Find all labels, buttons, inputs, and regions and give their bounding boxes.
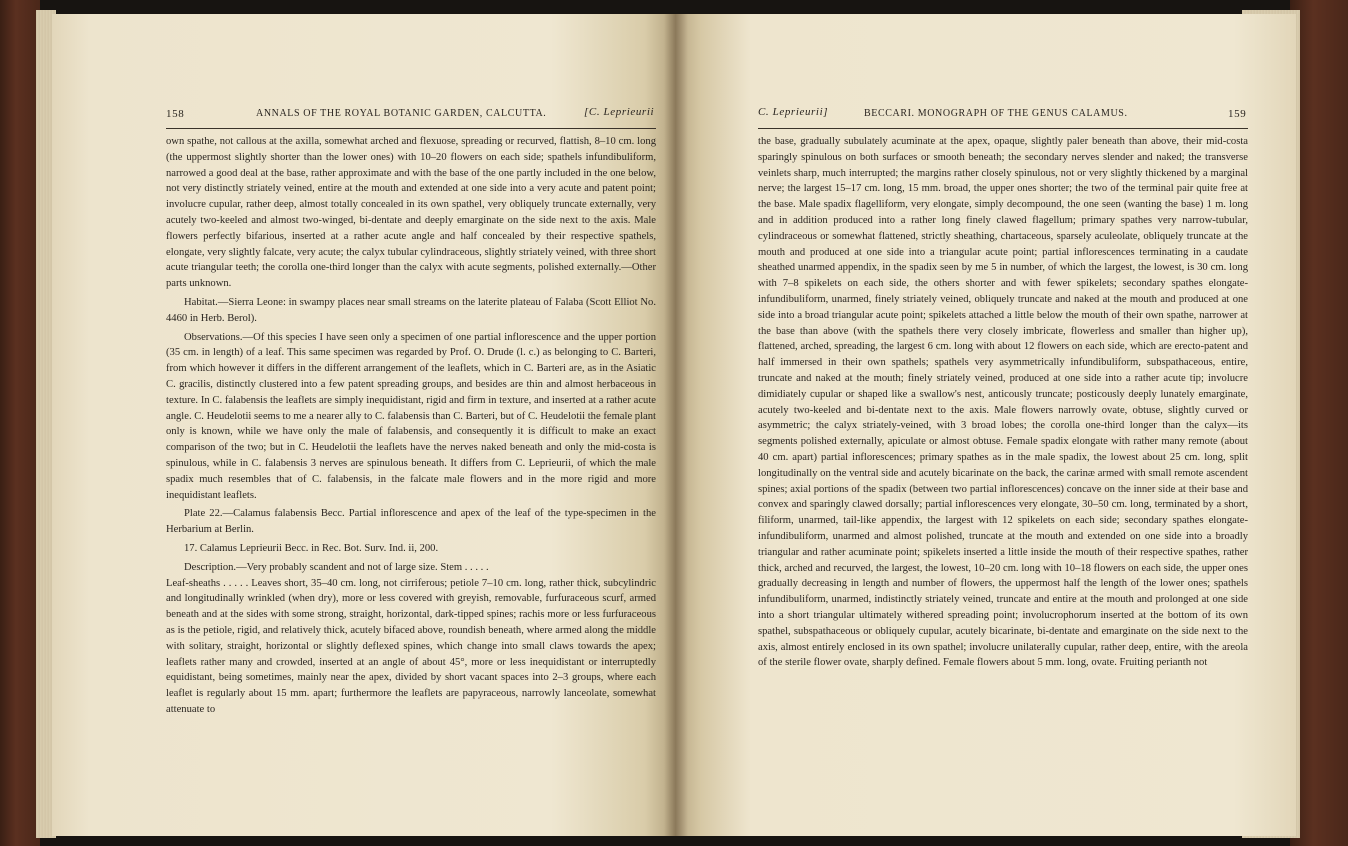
right-running-head: BECCARI. MONOGRAPH OF THE GENUS CALAMUS. [864,108,1128,119]
left-header-rule [166,128,656,129]
right-body-text [758,134,1248,671]
right-header-rule [758,128,1248,129]
left-paragraph-habitat: Habitat.—Sierra Leone: in swampy places near small streams on the laterite plateau of Falaba (Scott Elliot No. 4460 in Herb. Berol). [166,296,656,324]
book-cover-left [0,0,40,846]
left-page-number: 158 [166,108,185,120]
left-body-text [166,134,656,718]
left-paragraph-plate: Plate 22.—Calamus falabensis Becc. Partial inflorescence and apex of the leaf of the type-specimen in the Herbarium at Berlin. [166,508,656,536]
left-short-title: [C. Leprieurii [584,106,655,118]
left-species-heading: 17. Calamus Leprieurii Becc. in Rec. Bot. Surv. Ind. ii, 200. [184,542,439,554]
left-paragraph-observations: Observations.—Of this species I have seen only a specimen of one partial inflorescence and the upper portion (35 cm. in length) of a leaf. This same specimen was regarded by Prof. O. Drude (l. c.) as belonging to C. Barteri, from which however it differs in the different arrangement of the leaflets, which in C. Barteri are, as in the Asiatic C. gracilis, distinctly clustered into a few patent spreading groups, and besides are thin and almost herbaceous in texture. In C. falabensis the leaflets are simply inequidistant, rigid and firm in texture, and inserted at a rather acute angle. C. Heudelotii seems to me a nearer ally to C. falabensis than C. Barteri, but of C. Heudelotii the female plant only is known, while we have only the male of falabensis, and consequently it is difficult to make an exact comparison of the two; but in C. Heudelotii the leaflets have the nerves naked beneath and only the mid-costa is spinulous, while in C. falabensis 3 nerves are spinulous beneath. It differs from C. Leprieurii, of which the male spadix much resembles that of C. falabensis, in the falcate male flowers and in the more rigid and more inequidistant leaflets. [166,331,656,501]
right-paragraph-1: the base, gradually subulately acuminate at the apex, opaque, slightly paler beneath than above, their mid-costa sparingly spinulous on both surfaces or smooth beneath; the secondary nerves slender and naked; the transverse veinlets sharp, much interrupted; the margins rather closely spinulous, not or very slightly thickened by a marginal nerve; the largest 15–17 cm. long, 15 mm. broad, the upper ones shorter; the two of the terminal pair quite free at the base. Male spadix flagelliform, very elongate, simply decompound, the one seen (wanting the base) 1 m. long and in addition produced into a rather long finely clawed flagellum; primary spathes very narrow-tubular, cylindraceous or somewhat flattened, strictly sheathing, chartaceous, sparsely aculeolate, obliquely truncate at the mouth and produced at one side into a triangular acute point; partial inflorescences terminating in a caudate sheathed unarmed appendix, in the spadix seen by me 5 in number, of which the largest, the lowest, is 30 cm. long with 7–8 spikelets on each side, the others shorter and with fewer spikelets; secondary spathes elongate-infundibuliform, unarmed, finely striately veined, obliquely truncate and naked at the mouth and produced at one side into a broad triangular acute point; spikelets attached a little below the mouth of their own spathe, narrower at the base than above (with the spathels there very closely imbricate, flowerless and smaller than higher up), flattened, arched, spreading, the largest 6 cm. long with about 12 flowers on each side, which are erecto-patent and half immersed in their own spathels; spathels very asymmetrically infundibuliform, subspathaceous, entire, truncate and naked at the mouth; finely striately veined, produced at one side into a rather acute tip; involucre dimidiately cupular or shaped like a swallow's nest, anticously truncate; posticously deeply lunately emarginate, acutely two-keeled and bi-dentate next to the axis. Male flowers narrowly ovate, obtuse, slightly curved or asymmetric; the calyx striately-veined, with 3 broad lobes; the corolla one-third longer than the calyx—its segments polished externally, apiculate or almost obtuse. Female spadix elongate with rather many remote (about 40 cm. apart) partial inflorescences; primary spathes as in the male spadix, the lowest about 25 cm. long, split longitudinally on the ventral side and acutely bicarinate on the back, the carinæ armed with small remote ascendent spines; axial portions of the spadix (between two partial inflorescences) concave on the inner side at their base and convex and sparingly clawed dorsally; partial inflorescences very elongate, 30–50 cm. long, terminated by a short, filiform, unarmed, tail-like appendix, the largest with 12 spikelets on each side; secondary spathes elongate-infundibuliform, unarmed and almost polished, truncate at the mouth and extended on one side into a broadly triangular and rather acuminate point; spikelets inserted a little inside the mouth of their respective spathes, rather thick, arched and recurved, the largest, the lowest, 10–20 cm. long with 10–18 flowers on each side, the upper ones gradually decreasing in length and number of flowers, the uppermost half the length of the lower ones; spathels infundibuliform, unarmed, indistinctly striately veined, truncate and entire at the mouth and prolonged at one side into a short triangular ultimately withered spreading point; involucrophorum inserted at the bottom of its own spathel, subspathaceous or obliquely cupular, acutely bicarinate, bi-dentate and emarginate on the side next to the axis, almost entirely enclosed in its own spathel; involucre unilaterally cupular, rather deep, entire, with the areola of the sterile flower ovate, sharply defined. Female flowers about 5 mm. long, ovate. Fruiting perianth not [758,136,1248,669]
left-page [52,14,676,836]
right-page-number: 159 [1228,108,1247,120]
left-running-head: ANNALS OF THE ROYAL BOTANIC GARDEN, CALCUTTA. [256,108,547,119]
right-page [676,14,1296,836]
left-paragraph-1: own spathe, not callous at the axilla, somewhat arched and flexuose, spreading or recurved, flattish, 8–10 cm. long (the uppermost slightly shorter than the lower ones) with 10–20 flowers on each side; spathels infundibuliform, narrowed a good deal at the base, rather approximate and with the base of the one partly included in the one below, not very distinctly striately veined, entire at the mouth and extended at one side into a very acute and patent point; involucre cupular, rather deep, almost totally concealed in its own spathel, very obliquely truncate externally, very acutely two-keeled and almost two-winged, bi-dentate and deeply emarginate on the side next to the axis. Male flowers perfectly bifarious, inserted at a rather acute angle and half concealed by their respective spathels, elongate, very slightly falcate, very acute; the calyx tubular cylindraceous, slightly striately veined, with three short acute triangular teeth; the corolla one-third longer than the calyx with acute segments, polished externally.—Other parts unknown. [166,136,656,290]
right-short-title: C. Leprieurii] [758,106,829,118]
book-gutter-shadow [664,14,688,836]
left-paragraph-leaf-sheaths: Leaf-sheaths . . . . . Leaves short, 35–40 cm. long, not cirriferous; petiole 7–10 cm. long, rather thick, subcylindric and longitudinally wrinkled (when dry), more or less covered with greyish, removable, furfuraceous scurf, armed beneath and at the sides with some strong, straight, horizontal, dark-tipped spines; rachis more or less furfuraceous as is the petiole, rigid, and relatively thick, acutely bifaced above, roundish beneath, where armed along the middle with solitary, straight, horizontal or slightly deflexed spines, which change into small claws towards the apex; leaflets rather many and crowded, inserted at an angle of about 45°, more or less inequidistant or interruptedly equidistant, being sometimes, mainly near the apex, divided by short vacant spaces into 2–3 groups, where each leaflet is regularly about 15 mm. apart; furthermore the leaflets are papyraceous, narrowly lanceolate, somewhat attenuate to [166,577,656,715]
left-paragraph-description: Description.—Very probably scandent and not of large size. Stem . . . . . [184,561,489,573]
